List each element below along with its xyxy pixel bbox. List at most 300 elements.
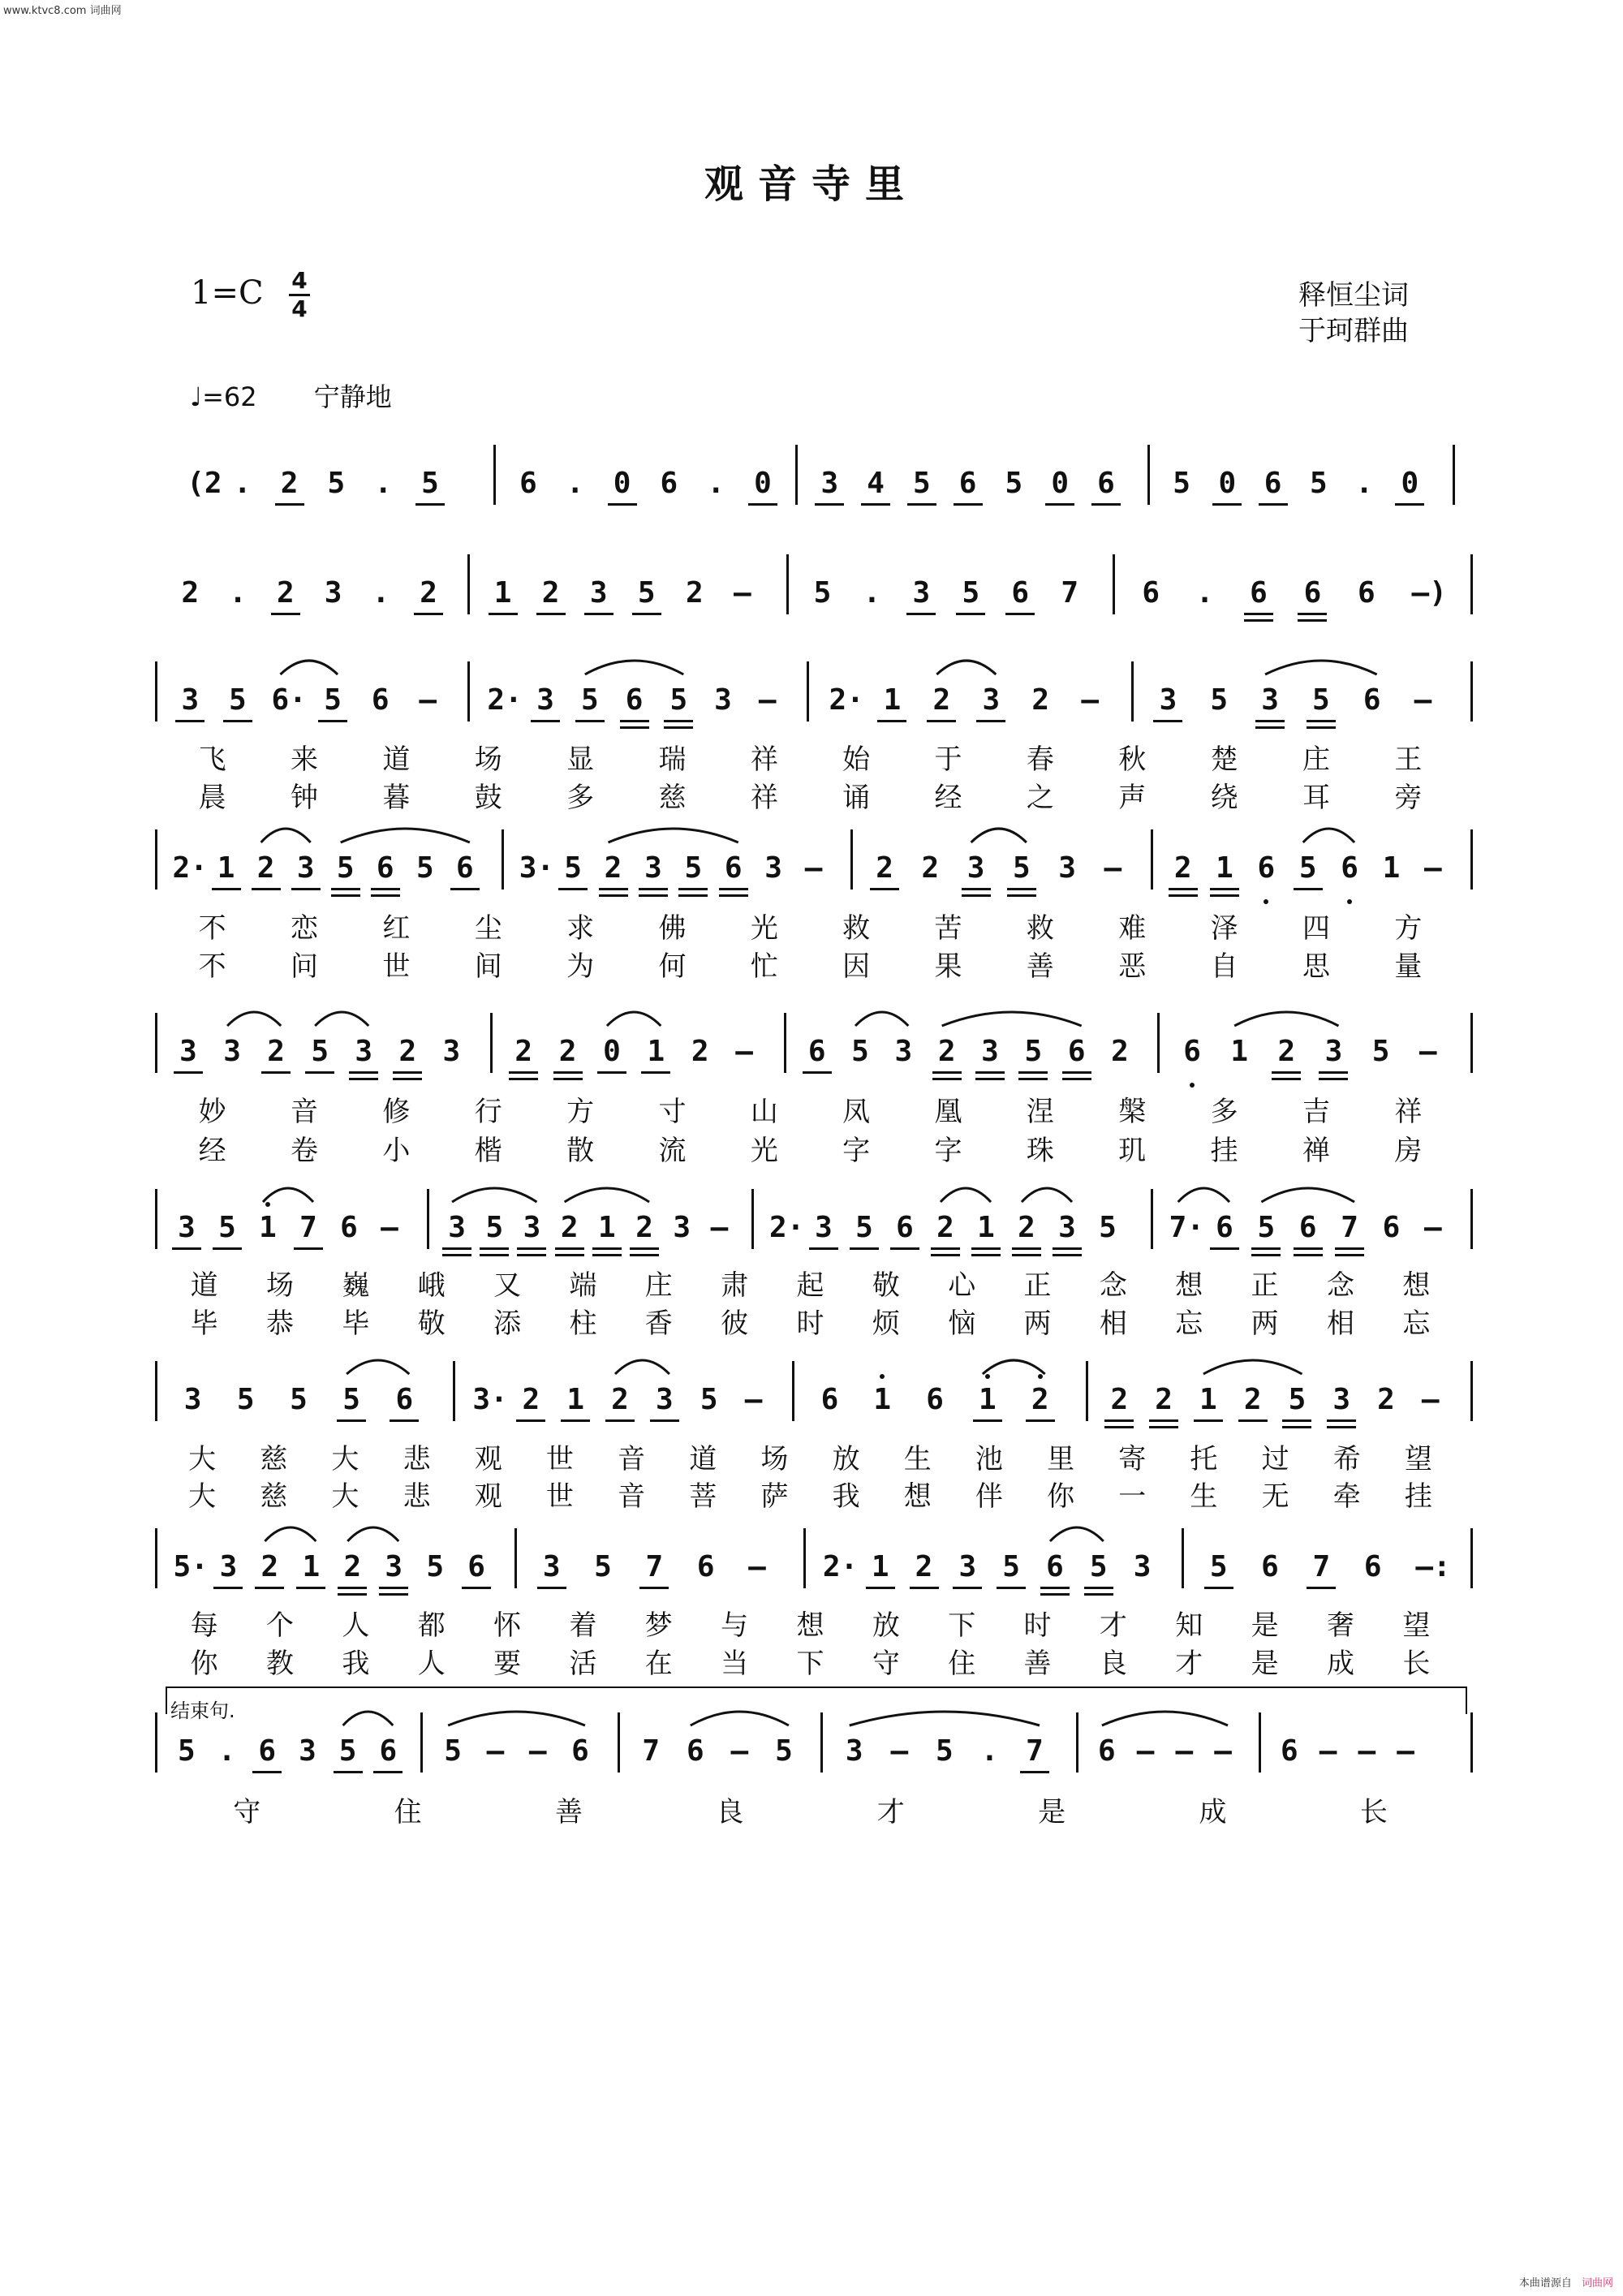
verse-4-beam xyxy=(480,1254,509,1256)
verse-6-note: 5 xyxy=(594,1550,612,1583)
verse-4-note: 3 xyxy=(1058,1211,1076,1244)
verse-4-note: 2 xyxy=(635,1211,653,1244)
intro-2-beam xyxy=(1244,613,1273,615)
verse-2-note: 5 xyxy=(415,851,434,885)
verse-2-lyric: 泽 xyxy=(1210,912,1238,945)
verse-5-beam xyxy=(1327,1419,1356,1422)
verse-2-lyric: 为 xyxy=(566,950,595,983)
verse-4-beam xyxy=(1251,1247,1281,1250)
intro-1-note: 6 xyxy=(958,467,977,500)
verse-3-beam xyxy=(349,1078,378,1080)
coda-note: 6 xyxy=(379,1734,398,1768)
intro-1-beam xyxy=(907,503,936,506)
verse-4-note: 5 xyxy=(485,1211,504,1244)
coda-note: – xyxy=(1136,1734,1155,1768)
intro-2-note: –) xyxy=(1411,576,1447,610)
verse-1-barline xyxy=(155,661,157,722)
verse-5-lyric: 无 xyxy=(1261,1480,1289,1513)
verse-6-beam xyxy=(338,1593,367,1596)
verse-3-lyric: 祥 xyxy=(1394,1096,1423,1128)
tempo-value: ♩=62 xyxy=(190,381,257,412)
verse-3-note: 6 xyxy=(1067,1035,1086,1068)
song-title: 观音寺里 xyxy=(704,162,919,207)
verse-3-lyric: 行 xyxy=(474,1096,502,1128)
verse-4-lyric: 彼 xyxy=(721,1307,749,1340)
verse-5-lyric: 大 xyxy=(188,1443,217,1475)
verse-2-note: – xyxy=(1423,851,1442,885)
verse-2-beam xyxy=(252,888,281,890)
verse-3-beam xyxy=(975,1078,1005,1080)
verse-1-note: 2 xyxy=(1031,683,1050,717)
verse-6-lyric: 人 xyxy=(342,1609,370,1642)
verse-4-lyric: 峨 xyxy=(417,1269,446,1302)
coda-note: 5 xyxy=(936,1734,954,1768)
verse-4-note: 6 xyxy=(340,1211,358,1244)
verse-1-note: 5 xyxy=(324,683,342,717)
intro-1-note: . xyxy=(233,467,252,500)
coda-note: 6 xyxy=(1281,1734,1298,1768)
verse-4-beam xyxy=(630,1247,659,1250)
verse-1-note: 6· xyxy=(271,683,307,717)
verse-6-lyric: 人 xyxy=(417,1648,446,1680)
verse-6-note: 1 xyxy=(302,1550,321,1583)
verse-2-lyric: 光 xyxy=(750,912,778,945)
coda-lyric: 长 xyxy=(1359,1796,1388,1829)
verse-5-note: 2 xyxy=(1031,1383,1049,1416)
verse-2-barline xyxy=(1151,829,1153,890)
verse-4-beam xyxy=(1335,1247,1364,1250)
verse-3-lyric: 音 xyxy=(291,1096,319,1128)
verse-5-lyric: 希 xyxy=(1332,1443,1361,1475)
verse-5-lyric: 道 xyxy=(689,1443,717,1475)
verse-2-beam xyxy=(678,888,708,890)
verse-5-lyric: 大 xyxy=(331,1480,359,1513)
verse-6-note: – xyxy=(748,1550,766,1583)
verse-4-lyric: 场 xyxy=(266,1269,295,1302)
verse-2-beam xyxy=(1169,894,1198,897)
verse-6-lyric: 教 xyxy=(266,1648,295,1680)
verse-4-beam xyxy=(1335,1254,1364,1256)
intro-2-beam xyxy=(1298,613,1327,615)
verse-3-lyric: 经 xyxy=(198,1135,226,1167)
verse-2-lyric: 不 xyxy=(198,950,226,983)
coda-lyric: 住 xyxy=(394,1796,422,1829)
verse-4-slur xyxy=(263,1188,313,1202)
verse-4-lyric: 念 xyxy=(1099,1269,1127,1302)
verse-2-beam xyxy=(1210,894,1239,897)
verse-4-beam xyxy=(555,1247,584,1250)
verse-4-note: 5 xyxy=(855,1211,873,1244)
verse-1-beam xyxy=(318,720,347,722)
verse-3-slur xyxy=(607,1012,661,1026)
verse-2-note: 5 xyxy=(1298,851,1317,885)
coda-note: – xyxy=(890,1734,909,1768)
verse-6-lyric: 我 xyxy=(342,1648,370,1680)
intro-2-note: . xyxy=(863,576,881,610)
verse-4-lyric: 烦 xyxy=(872,1307,900,1340)
verse-4-lyric: 敬 xyxy=(417,1307,446,1340)
verse-6-slur xyxy=(347,1527,398,1541)
verse-4-lyric: 柱 xyxy=(569,1307,597,1340)
intro-1-note: . xyxy=(707,467,725,500)
verse-5-octave-dot xyxy=(880,1374,885,1379)
verse-5-note: 5 xyxy=(700,1383,718,1416)
coda-note: 5 xyxy=(178,1734,196,1768)
intro-2-beam xyxy=(1244,619,1273,622)
verse-3-note: 2 xyxy=(267,1035,285,1068)
footer-text: 本曲谱源自 xyxy=(1518,2277,1572,2290)
verse-1-lyric: 王 xyxy=(1394,743,1423,776)
verse-5-note: 3· xyxy=(472,1383,508,1416)
intro-1-note: 0 xyxy=(1401,467,1419,500)
verse-4-lyric: 两 xyxy=(1023,1307,1052,1340)
verse-5-beam xyxy=(390,1419,419,1422)
verse-2-note: 6 xyxy=(456,851,474,885)
verse-1-beam xyxy=(664,720,693,722)
verse-5-lyric: 音 xyxy=(618,1480,646,1513)
verse-5-note: 2 xyxy=(1243,1383,1262,1416)
verse-5-beam xyxy=(1104,1426,1134,1428)
verse-4-note: 2· xyxy=(769,1211,805,1244)
verse-6-beam xyxy=(910,1587,939,1589)
verse-4-beam xyxy=(971,1247,1001,1250)
verse-6-note: 2· xyxy=(822,1550,859,1583)
verse-1-lyric: 显 xyxy=(566,743,595,776)
verse-5-barline xyxy=(1470,1361,1473,1421)
verse-3-beam xyxy=(932,1071,962,1074)
verse-6-note: 7 xyxy=(645,1550,664,1583)
verse-1-slur xyxy=(280,661,338,674)
verse-2-lyric: 难 xyxy=(1118,912,1147,945)
intro-1-note: (2 xyxy=(187,467,222,500)
intro-2-note: . xyxy=(1195,576,1214,610)
verse-6-note: 3 xyxy=(542,1550,561,1583)
verse-1-lyric: 声 xyxy=(1118,782,1147,814)
verse-1-beam xyxy=(927,720,956,722)
intro-2-note: 6 xyxy=(1250,576,1268,610)
verse-2-beam xyxy=(371,894,400,897)
verse-4-slur xyxy=(941,1188,991,1202)
verse-3-slur xyxy=(227,1012,281,1026)
verse-5-lyric: 慈 xyxy=(260,1480,288,1513)
verse-3-lyric: 挂 xyxy=(1210,1135,1238,1167)
verse-1-lyric: 鼓 xyxy=(474,782,502,814)
verse-3-note: 2 xyxy=(514,1035,533,1068)
verse-1-note: – xyxy=(758,683,777,717)
verse-3-lyric: 小 xyxy=(382,1135,411,1167)
verse-6-lyric: 下 xyxy=(948,1609,976,1642)
intro-1-beam xyxy=(1395,503,1424,506)
verse-2-note: 1 xyxy=(1216,851,1233,885)
verse-4-barline xyxy=(1470,1189,1473,1249)
verse-4-beam xyxy=(931,1247,960,1250)
verse-6-lyric: 与 xyxy=(721,1609,749,1642)
verse-2-lyric: 尘 xyxy=(474,912,502,945)
verse-5-beam xyxy=(561,1419,590,1422)
verse-2-note: 5 xyxy=(336,851,355,885)
verse-5-beam xyxy=(1327,1426,1356,1428)
intro-1-note: . xyxy=(1355,467,1373,500)
verse-1-note: 6 xyxy=(625,683,644,717)
verse-5-note: 2 xyxy=(611,1383,629,1416)
verse-5-note: 5 xyxy=(1288,1383,1307,1416)
verse-4-beam xyxy=(809,1247,838,1250)
intro-2-note: 6 xyxy=(1142,576,1160,610)
verse-2-note: 3 xyxy=(1058,851,1076,885)
verse-5-note: 1 xyxy=(979,1383,997,1416)
verse-6-note: 2 xyxy=(343,1550,362,1583)
intro-2-note: 6 xyxy=(1303,576,1322,610)
verse-6-lyric: 要 xyxy=(493,1648,522,1680)
verse-2-beam xyxy=(558,888,588,890)
verse-6-barline xyxy=(803,1528,806,1588)
verse-6-beam xyxy=(379,1593,408,1596)
verse-1-note: 2 xyxy=(932,683,951,717)
intro-2-beam xyxy=(584,613,613,615)
intro-2-beam xyxy=(1005,613,1035,615)
verse-5-beam xyxy=(1149,1419,1178,1422)
verse-5-lyric: 放 xyxy=(832,1443,860,1475)
coda-note: 5 xyxy=(338,1734,357,1768)
verse-3-beam xyxy=(1319,1078,1348,1080)
verse-2-note: 6 xyxy=(724,851,743,885)
verse-4-beam xyxy=(480,1247,509,1250)
verse-1-note: – xyxy=(1081,683,1099,717)
verse-6-beam xyxy=(639,1587,669,1589)
intro-2-note: 2 xyxy=(541,576,560,610)
intro-1-note: 5 xyxy=(1173,467,1190,500)
coda-note: – xyxy=(486,1734,505,1768)
intro-1-note: 0 xyxy=(754,467,772,500)
verse-3-barline xyxy=(784,1013,786,1073)
verse-1-barline xyxy=(807,661,809,722)
verse-3-lyric: 楷 xyxy=(474,1135,502,1167)
coda-barline xyxy=(618,1712,620,1773)
verse-1-barline xyxy=(1131,661,1134,722)
coda-note: . xyxy=(980,1734,999,1768)
intro-1-beam xyxy=(954,503,983,506)
verse-5-lyric: 一 xyxy=(1118,1480,1147,1513)
verse-1-beam xyxy=(1307,720,1336,722)
intro-2-note: 5 xyxy=(962,576,980,610)
intro-1-note: 0 xyxy=(1051,467,1069,500)
verse-3-lyric: 凰 xyxy=(934,1096,962,1128)
coda-beam xyxy=(1020,1771,1049,1773)
verse-4-note: 3 xyxy=(815,1211,833,1244)
verse-4-lyric: 香 xyxy=(644,1307,673,1340)
verse-5-lyric: 慈 xyxy=(260,1443,288,1475)
verse-5-note: 1 xyxy=(873,1383,892,1416)
verse-5-note: 2 xyxy=(1110,1383,1129,1416)
verse-4-beam xyxy=(172,1247,201,1250)
verse-1-note: – xyxy=(1414,683,1432,717)
verse-2-note: 2 xyxy=(256,851,275,885)
verse-6-lyric: 奢 xyxy=(1326,1609,1354,1642)
verse-2-lyric: 善 xyxy=(1026,950,1054,983)
verse-3-note: 2 xyxy=(398,1035,417,1068)
verse-3-note: 6 xyxy=(807,1035,826,1068)
intro-2-note: 1 xyxy=(493,576,512,610)
verse-2-beam xyxy=(962,894,991,897)
verse-3-beam xyxy=(305,1071,334,1074)
verse-5-note: – xyxy=(1421,1383,1440,1416)
verse-6-beam xyxy=(1307,1587,1336,1589)
verse-1-beam xyxy=(664,726,693,729)
verse-1-beam xyxy=(531,720,560,722)
coda-note: – xyxy=(1358,1734,1376,1768)
intro-2-beam xyxy=(956,613,985,615)
verse-1-note: 3 xyxy=(1159,683,1177,717)
header-watermark: www.ktvc8.com 词曲网 xyxy=(3,5,122,17)
verse-3-beam xyxy=(509,1071,538,1074)
verse-2-note: 5 xyxy=(1013,851,1031,885)
verse-5-note: 6 xyxy=(820,1383,839,1416)
intro-2-beam xyxy=(1298,619,1327,622)
coda-note: 6 xyxy=(1098,1734,1116,1768)
coda-barline xyxy=(155,1712,157,1773)
verse-5-slur xyxy=(347,1360,409,1374)
intro-1-note: 5 xyxy=(1310,467,1328,500)
verse-4-lyric: 起 xyxy=(796,1269,824,1302)
verse-4-lyric: 正 xyxy=(1251,1269,1279,1302)
verse-5-lyric: 萨 xyxy=(760,1480,789,1513)
verse-6-lyric: 你 xyxy=(190,1648,218,1680)
verse-6-beam xyxy=(1204,1587,1233,1589)
verse-5-note: 6 xyxy=(926,1383,944,1416)
verse-2-lyric: 自 xyxy=(1210,950,1238,983)
intro-2-beam xyxy=(632,613,661,615)
verse-3-note: 5 xyxy=(1024,1035,1043,1068)
verse-6-beam xyxy=(213,1587,243,1589)
intro-1-note: 2 xyxy=(280,467,299,500)
verse-4-beam xyxy=(850,1247,879,1250)
verse-1-note: 1 xyxy=(883,683,902,717)
verse-4-lyric: 敬 xyxy=(872,1269,900,1302)
verse-3-beam xyxy=(174,1071,203,1074)
verse-2-lyric: 何 xyxy=(658,950,687,983)
verse-3-octave-dot xyxy=(1190,1083,1195,1088)
verse-2-note: 3 xyxy=(644,851,662,885)
verse-4-note: 5 xyxy=(1257,1211,1276,1244)
verse-3-lyric: 光 xyxy=(750,1135,778,1167)
verse-3-beam xyxy=(975,1071,1005,1074)
verse-3-note: 2 xyxy=(937,1035,956,1068)
verse-5-beam xyxy=(973,1419,1002,1422)
verse-4-note: 7 xyxy=(299,1211,317,1244)
verse-3-beam xyxy=(1018,1071,1048,1074)
credits xyxy=(1298,278,1409,349)
verse-5-note: 3 xyxy=(656,1383,674,1416)
verse-4-lyric: 正 xyxy=(1023,1269,1052,1302)
verse-2-beam xyxy=(1210,888,1239,890)
verse-3-beam xyxy=(803,1071,832,1074)
coda-note: – xyxy=(1397,1734,1414,1768)
verse-2-note: 3 xyxy=(966,851,985,885)
verse-5-note: 2 xyxy=(1155,1383,1173,1416)
verse-3-note: 3 xyxy=(179,1035,197,1068)
verse-3-note: 2 xyxy=(1111,1035,1129,1068)
coda-note: 7 xyxy=(1026,1734,1044,1768)
verse-5-beam xyxy=(1104,1419,1134,1422)
intro-1-beam xyxy=(748,503,777,506)
verse-5-note: 6 xyxy=(395,1383,414,1416)
verse-4-slur xyxy=(565,1188,649,1202)
meter-top: 4 xyxy=(291,267,308,294)
verse-6-note: 5 xyxy=(1089,1550,1108,1583)
verse-4-note: 7· xyxy=(1169,1211,1205,1244)
coda-note: – xyxy=(1175,1734,1194,1768)
intro-2-note: 5 xyxy=(637,576,656,610)
verse-2-barline xyxy=(850,829,853,890)
verse-2-note: 5 xyxy=(564,851,582,885)
verse-4-lyric: 端 xyxy=(569,1269,597,1302)
verse-3-lyric: 山 xyxy=(750,1096,778,1128)
verse-3-beam xyxy=(393,1071,422,1074)
verse-2-beam xyxy=(678,894,708,897)
verse-5-beam xyxy=(1282,1419,1311,1422)
verse-6-beam xyxy=(537,1587,566,1589)
verse-1-lyric: 始 xyxy=(842,743,871,776)
intro-1-barline xyxy=(1453,445,1455,505)
verse-1-beam xyxy=(1307,726,1336,729)
verse-3-note: 3 xyxy=(442,1035,461,1068)
verse-6-lyric: 着 xyxy=(569,1609,597,1642)
verse-1-note: 3 xyxy=(1261,683,1279,717)
coda-barline xyxy=(420,1712,423,1773)
verse-2-lyric: 忙 xyxy=(750,950,778,983)
verse-3-lyric: 散 xyxy=(566,1135,595,1167)
verse-1-note: 6 xyxy=(371,683,390,717)
verse-2-beam xyxy=(719,888,748,890)
verse-3-lyric: 玑 xyxy=(1118,1135,1147,1167)
verse-1-lyric: 庄 xyxy=(1302,743,1330,776)
verse-4-note: 3 xyxy=(178,1211,196,1244)
verse-3-slur xyxy=(315,1012,368,1026)
verse-6-lyric: 时 xyxy=(1023,1609,1052,1642)
verse-5-lyric: 世 xyxy=(545,1443,574,1475)
verse-4-beam xyxy=(294,1247,323,1250)
verse-3-beam xyxy=(597,1071,626,1074)
intro-1-note: . xyxy=(566,467,584,500)
verse-1-lyric: 暮 xyxy=(382,782,411,814)
verse-3-barline xyxy=(1157,1013,1160,1073)
verse-3-note: 5 xyxy=(311,1035,329,1068)
verse-1-lyric: 秋 xyxy=(1118,743,1147,776)
verse-5-lyric: 你 xyxy=(1047,1480,1075,1513)
verse-2-note: 3· xyxy=(519,851,555,885)
verse-5-beam xyxy=(1026,1419,1055,1422)
verse-5-beam xyxy=(650,1419,679,1422)
verse-6-note: 1 xyxy=(871,1550,889,1583)
verse-6-lyric: 善 xyxy=(1023,1648,1052,1680)
verse-6-lyric: 梦 xyxy=(644,1609,673,1642)
verse-6-beam xyxy=(866,1587,895,1589)
verse-2-lyric: 果 xyxy=(934,950,962,983)
verse-3-beam xyxy=(1319,1071,1348,1074)
verse-1-lyric: 之 xyxy=(1026,782,1054,814)
coda-lyric: 良 xyxy=(716,1796,744,1829)
coda-note: – xyxy=(730,1734,749,1768)
verse-5-beam xyxy=(337,1419,366,1422)
verse-3-lyric: 修 xyxy=(382,1096,411,1128)
intro-2-note: 6 xyxy=(1357,576,1375,610)
verse-5-lyric: 池 xyxy=(975,1443,1003,1475)
coda-beam xyxy=(252,1771,282,1773)
verse-1-note: 5 xyxy=(1312,683,1330,717)
verse-6-beam xyxy=(1040,1593,1070,1596)
verse-5-barline xyxy=(792,1361,794,1421)
verse-3-lyric: 涅 xyxy=(1026,1096,1054,1128)
